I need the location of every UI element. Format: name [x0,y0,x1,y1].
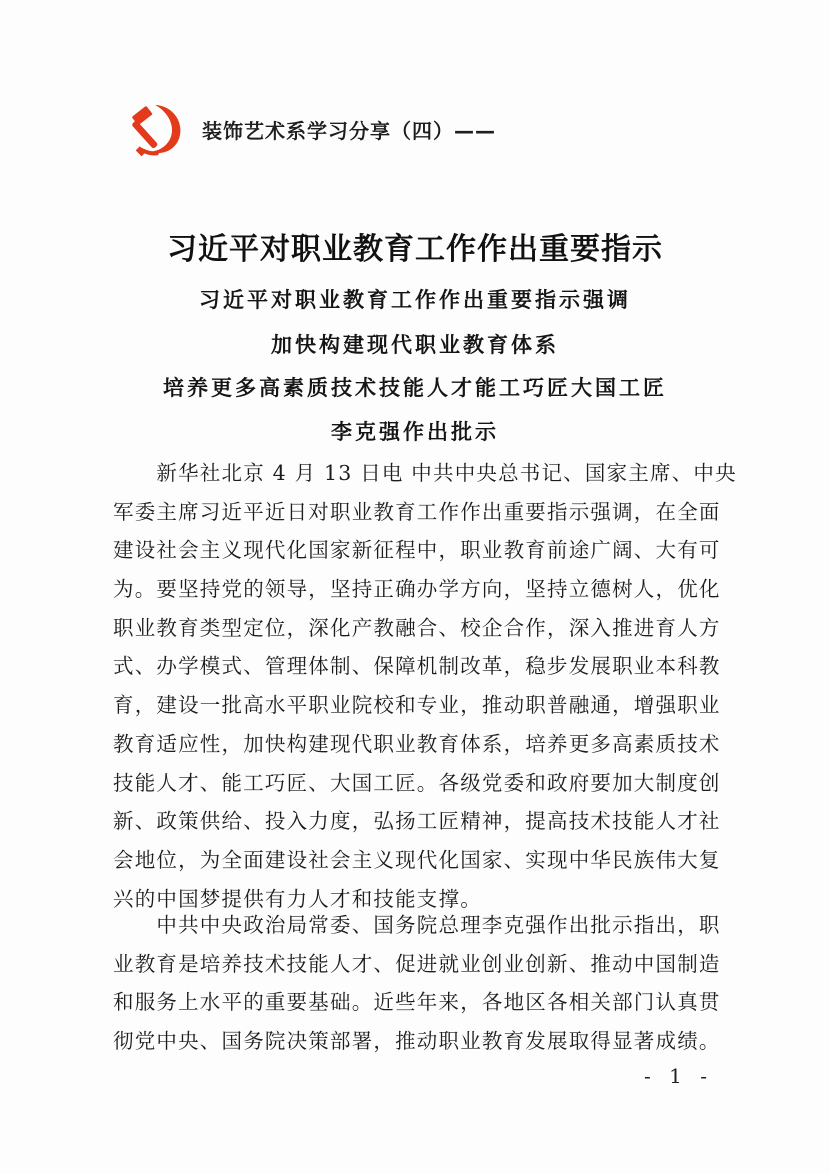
paragraph-2 [113,906,725,1061]
text-line: 式、办学模式、管理体制、保障机制改革，稳步发展职业本科教 [113,654,721,679]
subtitle-4: 李克强作出批示 [331,420,499,444]
page-number: - 1 - [644,1064,713,1088]
text-line: 业教育是培养技术技能人才、促进就业创业创新、推动中国制造 [113,951,721,976]
header-text: 装饰艺术系学习分享（四）—— [202,118,496,143]
document-header [126,100,496,162]
subtitle-3: 培养更多高素质技术技能人才能工巧匠大国工匠 [163,376,667,400]
text-line: 中共中央政治局常委、国务院总理李克强作出批示指出，职 [113,913,721,937]
text-line: 和服务上水平的重要基础。近些年来，各地区各相关部门认真贯 [113,990,721,1015]
text-line: 为。要坚持党的领导，坚持正确办学方向，坚持立德树人，优化 [113,577,721,602]
text-line: 建设社会主义现代化国家新征程中，职业教育前途广阔、大有可 [113,538,721,563]
subtitle-1: 习近平对职业教育工作作出重要指示强调 [199,288,631,312]
text-line: 军委主席习近平近日对职业教育工作作出重要指示强调，在全面 [113,499,721,524]
subtitle-2: 加快构建现代职业教育体系 [271,333,559,357]
party-emblem-icon [126,100,188,162]
text-line: 会地位，为全面建设社会主义现代化国家、实现中华民族伟大复 [113,847,721,872]
text-line: 教育适应性，加快构建现代职业教育体系，培养更多高素质技术 [113,731,721,756]
text-line: 彻党中央、国务院决策部署，推动职业教育发展取得显著成绩。 [113,1029,721,1054]
paragraph-1 [113,454,737,918]
document-title: 习近平对职业教育工作作出重要指示 [167,232,663,267]
text-line: 职业教育类型定位，深化产教融合、校企合作，深入推进育人方 [113,615,721,640]
text-line: 新华社北京 4 月 13 日电 中共中央总书记、国家主席、中央 [113,461,737,485]
text-line: 技能人才、能工巧匠、大国工匠。各级党委和政府要加大制度创 [113,770,721,795]
text-line: 兴的中国梦提供有力人才和技能支撑。 [113,886,482,911]
text-line: 新、政策供给、投入力度，弘扬工匠精神，提高技术技能人才社 [113,809,721,834]
text-line: 育，建设一批高水平职业院校和专业，推动职普融通，增强职业 [113,693,721,718]
